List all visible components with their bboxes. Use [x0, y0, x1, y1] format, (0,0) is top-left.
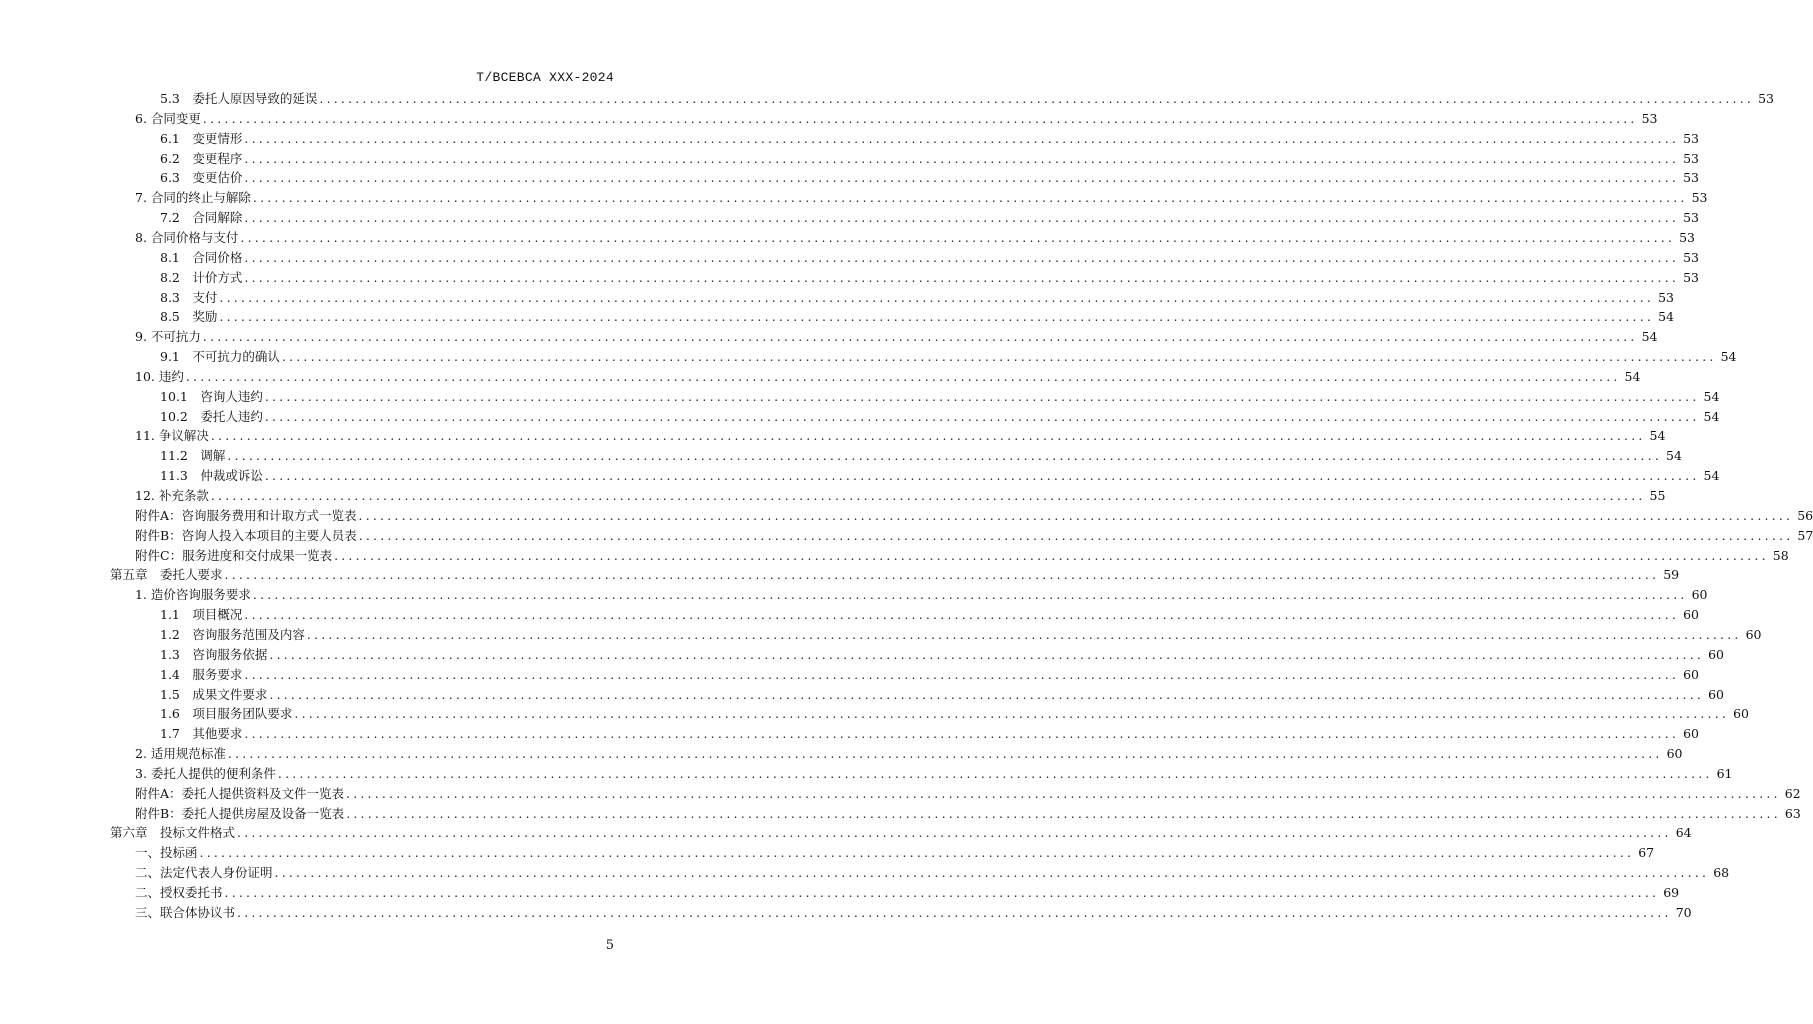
dot-leader: ........................................................................................................................................................................................................	[244, 607, 1680, 623]
dot-leader: ........................................................................................................................................................................................................	[244, 150, 1680, 166]
toc-entry-title: 11.2 调解	[160, 448, 226, 464]
toc-entry	[0, 89, 1774, 109]
toc-entry	[0, 506, 1813, 526]
toc-entry-page: 60	[1708, 686, 1724, 702]
toc-entry	[0, 168, 1699, 188]
toc-entry	[0, 327, 1658, 347]
toc-entry-title: 11.3 仲裁或诉讼	[160, 468, 263, 484]
toc-entry-title: 9. 不可抗力	[135, 329, 201, 345]
toc-entry	[0, 585, 1708, 605]
dot-leader: ........................................................................................................................................................................................................	[264, 408, 1700, 424]
toc-entry	[0, 526, 1813, 546]
dot-leader: ........................................................................................................................................................................................................	[269, 646, 1705, 662]
toc-entry-title: 一、投标函	[135, 845, 198, 861]
toc-entry	[0, 109, 1658, 129]
toc-entry	[0, 307, 1674, 327]
toc-entry-title: 6. 合同变更	[135, 110, 201, 126]
toc-entry-page: 53	[1683, 170, 1699, 186]
dot-leader: ........................................................................................................................................................................................................	[252, 587, 1688, 603]
dot-leader: ........................................................................................................................................................................................................	[346, 785, 1781, 801]
dot-leader: ........................................................................................................................................................................................................	[244, 170, 1680, 186]
toc-entry-title: 8. 合同价格与支付	[135, 229, 239, 245]
toc-entry-title: 7.2 合同解除	[160, 210, 243, 226]
toc-entry	[0, 466, 1720, 486]
toc-entry-page: 68	[1713, 865, 1730, 881]
toc-entry-title: 附件B：咨询人投入本项目的主要人员表	[135, 527, 357, 543]
toc-entry	[0, 804, 1801, 824]
toc-entry-page: 70	[1675, 904, 1692, 920]
toc-entry-title: 1.6 项目服务团队要求	[160, 706, 293, 722]
toc-entry-title: 三、联合体协议书	[135, 904, 236, 920]
toc-entry	[0, 188, 1708, 208]
toc-entry-page: 55	[1649, 488, 1666, 503]
toc-entry	[0, 546, 1789, 566]
toc-entry-page: 53	[1683, 269, 1699, 285]
toc-entry	[0, 446, 1682, 466]
toc-entry	[0, 883, 1680, 903]
toc-entry-page: 61	[1716, 765, 1733, 781]
toc-entry	[0, 605, 1699, 625]
toc-entry	[0, 863, 1730, 883]
toc-entry-title: 1.4 服务要求	[160, 666, 243, 682]
dot-leader: ........................................................................................................................................................................................................	[358, 507, 1794, 523]
dot-leader: ........................................................................................................................................................................................................	[346, 805, 1781, 821]
dot-leader: ........................................................................................................................................................................................................	[319, 91, 1755, 106]
toc-entry-title: 二、授权委托书	[135, 885, 223, 900]
toc-entry-page: 53	[1683, 130, 1699, 146]
toc-entry	[0, 645, 1724, 665]
dot-leader: ........................................................................................................................................................................................................	[224, 885, 1660, 900]
toc-entry-title: 二、法定代表人身份证明	[135, 865, 273, 881]
toc-entry-title: 1.5 成果文件要求	[160, 686, 268, 702]
toc-entry-page: 54	[1649, 428, 1666, 444]
dot-leader: ........................................................................................................................................................................................................	[244, 210, 1680, 226]
toc-entry	[0, 565, 1680, 585]
toc-entry-title: 第五章 委托人要求	[110, 567, 223, 583]
toc-entry-title: 1.3 咨询服务依据	[160, 646, 268, 662]
dot-leader: ........................................................................................................................................................................................................	[294, 706, 1730, 722]
toc-entry-page: 60	[1691, 587, 1708, 603]
toc-entry-page: 69	[1663, 885, 1680, 900]
toc-entry-title: 2. 适用规范标准	[135, 746, 226, 762]
dot-leader: ........................................................................................................................................................................................................	[240, 229, 1676, 245]
toc-entry-page: 53	[1641, 110, 1658, 126]
toc-entry-page: 54	[1624, 368, 1641, 384]
toc-entry	[0, 764, 1733, 784]
dot-leader: ........................................................................................................................................................................................................	[269, 686, 1705, 702]
toc-entry	[0, 248, 1699, 268]
toc-entry-page: 53	[1683, 249, 1699, 265]
dot-leader: ........................................................................................................................................................................................................	[252, 190, 1688, 206]
toc-entry-title: 6.1 变更情形	[160, 130, 243, 146]
toc-entry	[0, 387, 1720, 407]
toc-entry	[0, 903, 1692, 923]
toc-entry-title: 6.2 变更程序	[160, 150, 243, 166]
toc-entry	[0, 724, 1699, 744]
toc-entry-page: 57	[1797, 527, 1813, 543]
dot-leader: ........................................................................................................................................................................................................	[244, 130, 1680, 146]
toc-entry	[0, 268, 1699, 288]
dot-leader: ........................................................................................................................................................................................................	[244, 269, 1680, 285]
toc-entry-page: 54	[1703, 468, 1720, 484]
toc-entry-title: 附件A：咨询服务费用和计取方式一览表	[135, 507, 357, 523]
toc-entry-page: 53	[1691, 190, 1708, 206]
toc-entry	[0, 149, 1699, 169]
toc-entry	[0, 685, 1724, 705]
toc-entry	[0, 625, 1762, 645]
dot-leader: ........................................................................................................................................................................................................	[210, 428, 1646, 444]
toc-entry-page: 54	[1703, 388, 1720, 404]
toc-entry	[0, 347, 1737, 367]
dot-leader: ........................................................................................................................................................................................................	[219, 309, 1655, 325]
dot-leader: ........................................................................................................................................................................................................	[227, 746, 1663, 762]
toc-entry-title: 9.1 不可抗力的确认	[160, 349, 280, 365]
toc-entry-page: 60	[1683, 607, 1699, 623]
toc-entry	[0, 367, 1641, 387]
toc-entry-title: 附件A：委托人提供资料及文件一览表	[135, 785, 345, 801]
toc-entry-title: 10.1 咨询人违约	[160, 388, 263, 404]
toc-entry-title: 8.3 支付	[160, 289, 218, 305]
toc-entry-title: 第六章 投标文件格式	[110, 825, 236, 841]
toc-entry-page: 63	[1784, 805, 1801, 821]
toc-entry-title: 附件B：委托人提供房屋及设备一览表	[135, 805, 345, 821]
toc-entry-page: 60	[1745, 626, 1762, 642]
toc-entry	[0, 665, 1699, 685]
toc-entry-page: 56	[1797, 507, 1813, 523]
toc-entry	[0, 784, 1801, 804]
toc-entry-title: 8.2 计价方式	[160, 269, 243, 285]
toc-entry-title: 3. 委托人提供的便利条件	[135, 765, 276, 781]
toc-entry-title: 8.5 奖励	[160, 309, 218, 325]
toc-entry-page: 60	[1666, 746, 1683, 762]
toc-entry-title: 10.2 委托人违约	[160, 408, 263, 424]
dot-leader: ........................................................................................................................................................................................................	[264, 468, 1700, 484]
toc-entry-title: 5.3 委托人原因导致的延误	[160, 91, 318, 106]
toc-entry-title: 6.3 变更估价	[160, 170, 243, 186]
toc-entry-page: 58	[1772, 547, 1789, 563]
dot-leader: ........................................................................................................................................................................................................	[202, 110, 1638, 126]
toc-entry-page: 54	[1658, 309, 1674, 325]
toc-entry	[0, 486, 1666, 506]
toc-entry	[0, 823, 1692, 843]
dot-leader: ........................................................................................................................................................................................................	[227, 448, 1663, 464]
dot-leader: ........................................................................................................................................................................................................	[264, 388, 1700, 404]
toc-entry-page: 62	[1784, 785, 1801, 801]
toc-entry	[0, 426, 1666, 446]
dot-leader: ........................................................................................................................................................................................................	[219, 289, 1655, 305]
toc-entry-page: 64	[1675, 825, 1692, 841]
toc-entry-title: 8.1 合同价格	[160, 249, 243, 265]
dot-leader: ........................................................................................................................................................................................................	[281, 349, 1717, 365]
toc-entry-page: 60	[1683, 726, 1699, 742]
dot-leader: ........................................................................................................................................................................................................	[185, 368, 1621, 384]
dot-leader: ........................................................................................................................................................................................................	[274, 865, 1710, 881]
dot-leader: ........................................................................................................................................................................................................	[358, 527, 1794, 543]
toc-entry-title: 12. 补充条款	[135, 488, 209, 503]
page-number: 5	[605, 938, 614, 953]
toc-entry-title: 7. 合同的终止与解除	[135, 190, 251, 206]
dot-leader: ........................................................................................................................................................................................................	[237, 825, 1672, 841]
document-code-header: T/BCEBCA XXX-2024	[476, 70, 614, 85]
toc-entry-page: 53	[1683, 150, 1699, 166]
dot-leader: ........................................................................................................................................................................................................	[244, 666, 1680, 682]
toc-entry	[0, 288, 1674, 308]
toc-entry-page: 53	[1758, 91, 1774, 106]
toc-entry-page: 54	[1720, 349, 1737, 365]
dot-leader: ........................................................................................................................................................................................................	[210, 488, 1646, 503]
toc-entry	[0, 407, 1720, 427]
dot-leader: ........................................................................................................................................................................................................	[244, 726, 1680, 742]
toc-entry-page: 60	[1708, 646, 1724, 662]
dot-leader: ........................................................................................................................................................................................................	[237, 904, 1672, 920]
toc-entry-page: 54	[1703, 408, 1720, 424]
toc-entry-page: 54	[1666, 448, 1682, 464]
toc-entry-page: 67	[1638, 845, 1655, 861]
toc-entry-page: 54	[1641, 329, 1658, 345]
toc-entry-page: 60	[1683, 666, 1699, 682]
toc-entry-page: 59	[1663, 567, 1680, 583]
dot-leader: ........................................................................................................................................................................................................	[244, 249, 1680, 265]
toc-entry-page: 60	[1733, 706, 1749, 722]
dot-leader: ........................................................................................................................................................................................................	[199, 845, 1635, 861]
toc-entry-title: 1. 造价咨询服务要求	[135, 587, 251, 603]
toc-entry	[0, 228, 1695, 248]
toc-entry	[0, 704, 1749, 724]
toc-entry	[0, 129, 1699, 149]
toc-entry-page: 53	[1658, 289, 1674, 305]
dot-leader: ........................................................................................................................................................................................................	[306, 626, 1742, 642]
toc-entry	[0, 208, 1699, 228]
dot-leader: ........................................................................................................................................................................................................	[277, 765, 1713, 781]
toc-entry	[0, 843, 1655, 863]
dot-leader: ........................................................................................................................................................................................................	[224, 567, 1660, 583]
toc-entry	[0, 744, 1683, 764]
dot-leader: ........................................................................................................................................................................................................	[334, 547, 1769, 563]
toc-entry-title: 1.2 咨询服务范围及内容	[160, 626, 305, 642]
toc-entry-title: 1.1 项目概况	[160, 607, 243, 623]
toc-entry-title: 1.7 其他要求	[160, 726, 243, 742]
toc-entry-title: 11. 争议解决	[135, 428, 209, 444]
toc-entry-title: 10. 违约	[135, 368, 184, 384]
toc-entry-page: 53	[1683, 210, 1699, 226]
toc-entry-title: 附件C：服务进度和交付成果一览表	[135, 547, 333, 563]
toc-entry-page: 53	[1679, 229, 1695, 245]
dot-leader: ........................................................................................................................................................................................................	[202, 329, 1638, 345]
